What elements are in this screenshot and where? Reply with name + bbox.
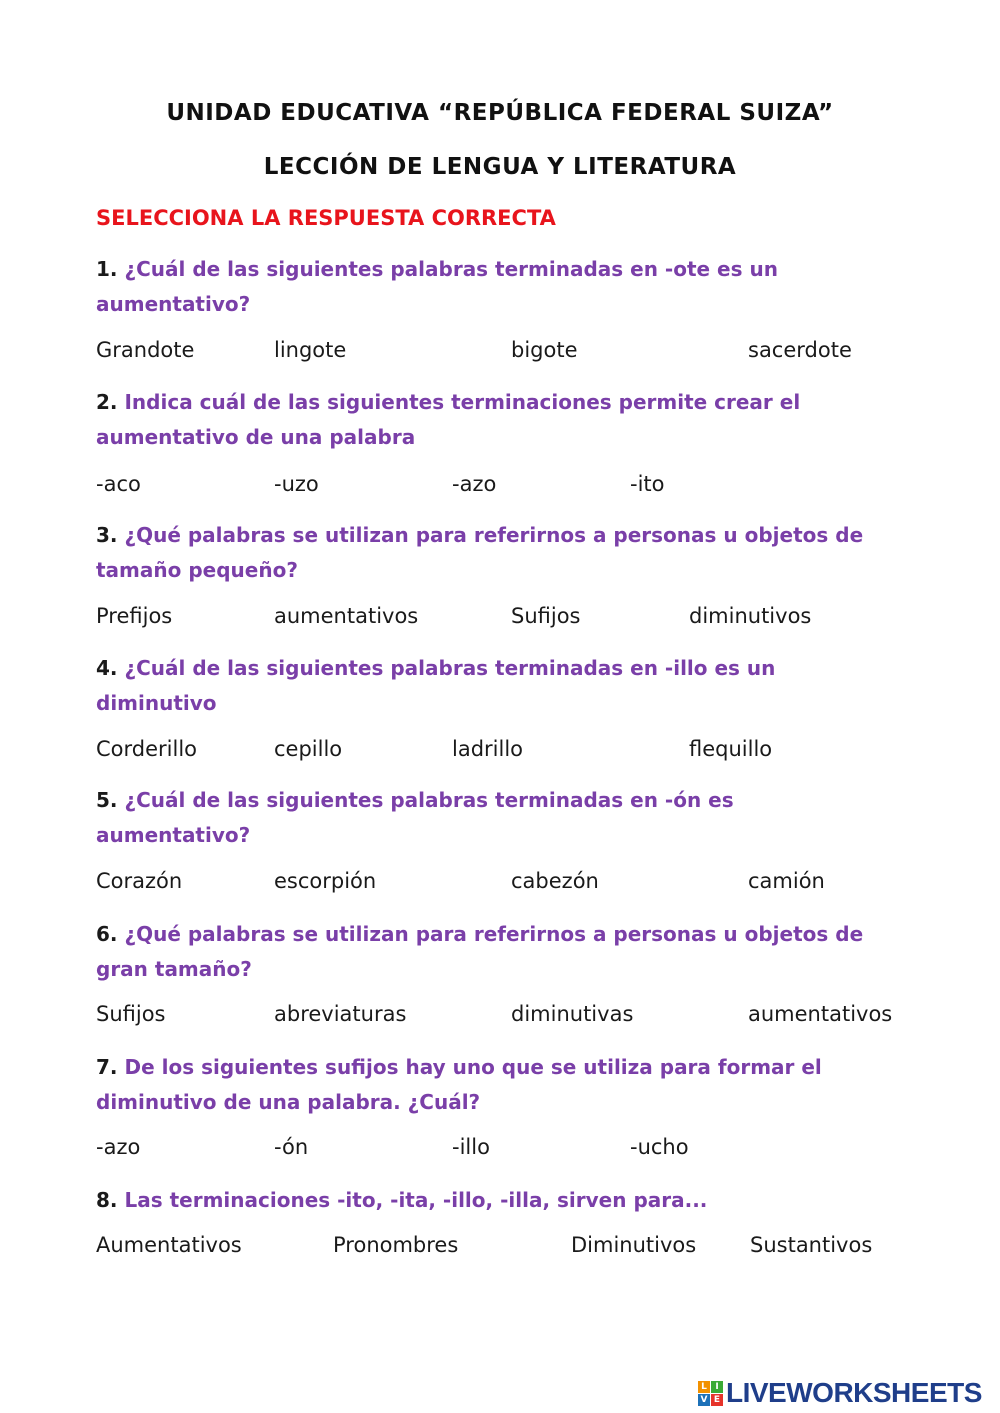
answer-option[interactable]: -illo <box>452 1135 490 1159</box>
question-text: De los siguientes sufijos hay uno que se utiliza para formar el <box>124 1055 822 1079</box>
answer-option[interactable]: cepillo <box>274 737 343 761</box>
question-8 <box>96 1183 906 1218</box>
question-6 <box>96 917 906 987</box>
answer-option[interactable]: -ito <box>630 472 665 496</box>
question-text-cont: tamaño pequeño? <box>96 558 298 582</box>
logo-grid-icon <box>698 1381 723 1406</box>
question-number: 3. <box>96 523 118 547</box>
answer-option[interactable]: Aumentativos <box>96 1233 242 1257</box>
logo-text: LIVEWORKSHEETS <box>726 1377 982 1408</box>
answer-option[interactable]: diminutivos <box>689 604 812 628</box>
question-2 <box>96 385 906 455</box>
instruction-text: SELECCIONA LA RESPUESTA CORRECTA <box>96 206 556 230</box>
question-7 <box>96 1050 906 1120</box>
question-text: ¿Qué palabras se utilizan para referirnos a personas u objetos de <box>124 922 864 946</box>
question-text-cont: aumentativo? <box>96 823 251 847</box>
lesson-title: LECCIÓN DE LENGUA Y LITERATURA <box>263 154 737 180</box>
question-number: 6. <box>96 922 118 946</box>
answer-option[interactable]: aumentativos <box>274 604 419 628</box>
question-text: Las terminaciones -ito, -ita, -illo, -illa, sirven para... <box>124 1188 708 1212</box>
answer-option[interactable]: Sustantivos <box>750 1233 873 1257</box>
answer-option[interactable]: -ón <box>274 1135 309 1159</box>
answer-option[interactable]: aumentativos <box>748 1002 893 1026</box>
question-1 <box>96 252 906 322</box>
answer-option[interactable]: Corazón <box>96 869 183 893</box>
answer-option[interactable]: camión <box>748 869 825 893</box>
question-number: 2. <box>96 390 118 414</box>
liveworksheets-logo <box>698 1378 982 1408</box>
question-text: ¿Qué palabras se utilizan para referirnos a personas u objetos de <box>124 523 864 547</box>
answer-option[interactable]: bigote <box>511 338 578 362</box>
question-text-cont: aumentativo? <box>96 292 251 316</box>
answer-option[interactable]: Grandote <box>96 338 195 362</box>
answer-option[interactable]: escorpión <box>274 869 377 893</box>
answer-option[interactable]: cabezón <box>511 869 599 893</box>
options-6 <box>96 1002 916 1032</box>
answer-option[interactable]: sacerdote <box>748 338 852 362</box>
question-number: 8. <box>96 1188 118 1212</box>
question-number: 5. <box>96 788 118 812</box>
answer-option[interactable]: diminutivas <box>511 1002 634 1026</box>
question-text-cont: diminutivo de una palabra. ¿Cuál? <box>96 1090 481 1114</box>
options-7 <box>96 1135 916 1165</box>
answer-option[interactable]: -azo <box>452 472 497 496</box>
options-2 <box>96 472 916 502</box>
question-text: ¿Cuál de las siguientes palabras terminadas en -illo es un <box>124 656 776 680</box>
question-number: 4. <box>96 656 118 680</box>
answer-option[interactable]: Corderillo <box>96 737 198 761</box>
answer-option[interactable]: -ucho <box>630 1135 689 1159</box>
answer-option[interactable]: flequillo <box>689 737 773 761</box>
question-text-cont: gran tamaño? <box>96 957 252 981</box>
answer-option[interactable]: Diminutivos <box>571 1233 697 1257</box>
question-text: ¿Cuál de las siguientes palabras terminadas en -ote es un <box>124 257 778 281</box>
answer-option[interactable]: Pronombres <box>333 1233 459 1257</box>
logo-letter: I <box>711 1381 723 1393</box>
options-4 <box>96 737 916 767</box>
question-4 <box>96 651 906 721</box>
question-3 <box>96 518 906 588</box>
answer-option[interactable]: Prefijos <box>96 604 173 628</box>
options-1 <box>96 338 916 368</box>
options-3 <box>96 604 916 634</box>
options-5 <box>96 869 916 899</box>
logo-letter: V <box>698 1394 710 1406</box>
question-5 <box>96 783 906 853</box>
question-text: Indica cuál de las siguientes terminaciones permite crear el <box>124 390 801 414</box>
answer-option[interactable]: -azo <box>96 1135 141 1159</box>
logo-letter: L <box>698 1381 710 1393</box>
answer-option[interactable]: -uzo <box>274 472 319 496</box>
answer-option[interactable]: Sufijos <box>511 604 581 628</box>
answer-option[interactable]: abreviaturas <box>274 1002 407 1026</box>
question-text: ¿Cuál de las siguientes palabras terminadas en -ón es <box>124 788 734 812</box>
question-text-cont: diminutivo <box>96 691 217 715</box>
question-number: 1. <box>96 257 118 281</box>
answer-option[interactable]: Sufijos <box>96 1002 166 1026</box>
answer-option[interactable]: lingote <box>274 338 347 362</box>
school-title: UNIDAD EDUCATIVA “REPÚBLICA FEDERAL SUIZA” <box>166 100 834 126</box>
logo-letter: E <box>711 1394 723 1406</box>
question-text-cont: aumentativo de una palabra <box>96 425 416 449</box>
question-number: 7. <box>96 1055 118 1079</box>
answer-option[interactable]: -aco <box>96 472 141 496</box>
options-8 <box>96 1233 916 1263</box>
answer-option[interactable]: ladrillo <box>452 737 524 761</box>
